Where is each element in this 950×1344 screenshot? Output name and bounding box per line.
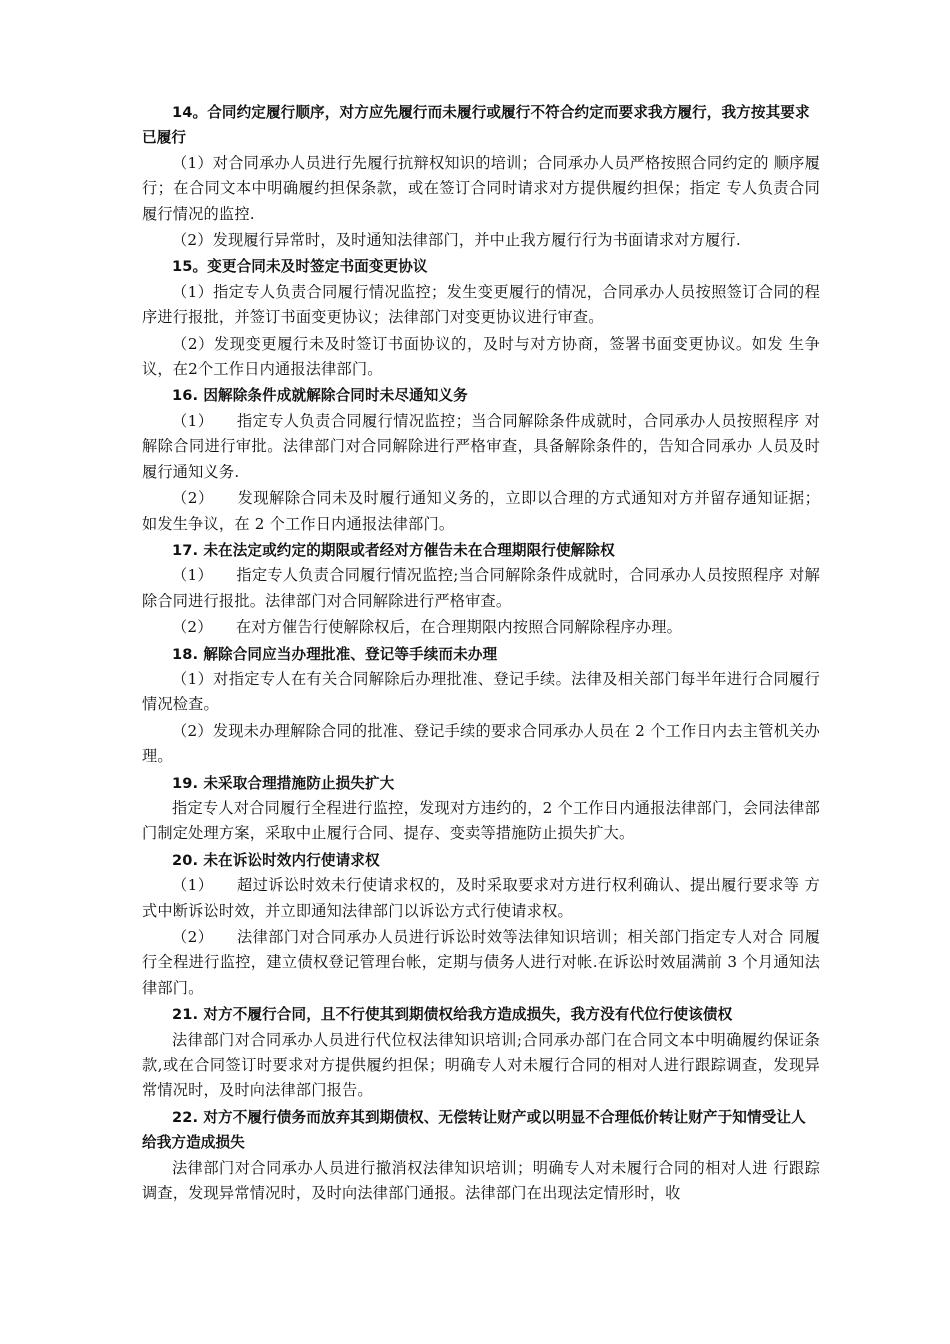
section-heading: 14。合同约定履行顺序，对方应先履行而未履行或履行不符合约定而要求我方履行，我方按其要求已履行 (142, 104, 810, 147)
section-paragraph: 法律部门对合同承办人员进行撤消权法律知识培训；明确专人对未履行合同的相对人进 行跟踪调查，发现异常情况时，及时向法律部门通报。法律部门在出现法定情形时，收 (142, 1158, 820, 1203)
section-heading: 20. 未在诉讼时效内行使请求权 (172, 851, 380, 869)
section-paragraph: （1） 指定专人负责合同履行情况监控;当合同解除条件成就时，合同承办人员按照程序 对解除合同进行报批。法律部门对合同解除进行严格审查。 (142, 566, 820, 610)
section-heading: 16. 因解除条件成就解除合同时未尽通知义务 (172, 387, 468, 405)
section-heading: 17. 未在法定或约定的期限或者经对方催告未在合理期限行使解除权 (172, 541, 615, 559)
section-paragraph: 法律部门对合同承办人员进行代位权法律知识培训;合同承办部门在合同文本中明确履约保证条款,或在合同签订时要求对方提供履约担保；明确专人对未履行合同的相对人进行跟踪调查，发现异常情况时，及时向法律部门报告。 (142, 1030, 820, 1100)
section-paragraph: （1）指定专人负责合同履行情况监控；发生变更履行的情况，合同承办人员按照签订合同的程序进行报批，并签订书面变更协议；法律部门对变更协议进行审查。 (142, 282, 820, 327)
section-paragraph: （1） 指定专人负责合同履行情况监控；当合同解除条件成就时，合同承办人员按照程序 对解除合同进行审批。法律部门对合同解除进行严格审查，具备解除条件的，告知合同承办 人员及时履行通知义务. (142, 411, 820, 481)
section-paragraph: （2） 发现解除合同未及时履行通知义务的，立即以合理的方式通知对方并留存通知证据； 如发生争议，在 2 个工作日内通报法律部门。 (142, 489, 820, 533)
section-16 (142, 383, 820, 536)
document-page (142, 100, 820, 1207)
section-paragraph: （2） 在对方催告行使解除权后，在合理期限内按照合同解除程序办理。 (172, 618, 683, 637)
section-19 (142, 771, 820, 847)
section-heading: 21. 对方不履行合同，且不行使其到期债权给我方造成损失，我方没有代位行使该债权 (172, 1006, 733, 1024)
section-paragraph: 指定专人对合同履行全程进行监控，发现对方违约的，2 个工作日内通报法律部门，会同法律部门制定处理方案，采取中止履行合同、提存、变卖等措施防止损失扩大。 (142, 798, 820, 843)
section-heading: 22. 对方不履行债务而放弃其到期债权、无偿转让财产或以明显不合理低价转让财产于知情受让人给我方造成损失 (142, 1108, 806, 1152)
section-heading: 19. 未采取合理措施防止损失扩大 (172, 774, 395, 792)
section-18 (142, 642, 820, 770)
section-15 (142, 254, 820, 382)
section-21 (142, 1002, 820, 1104)
section-paragraph: （2）发现变更履行未及时签订书面协议的，及时与对方协商，签署书面变更协议。如发 生争议，在2个工作日内通报法律部门。 (142, 334, 820, 379)
section-paragraph: （1） 超过诉讼时效未行使请求权的，及时采取要求对方进行权利确认、提出履行要求等 方式中断诉讼时效，并立即通知法律部门以诉讼方式行使请求权。 (142, 876, 820, 920)
section-paragraph: （2）发现未办理解除合同的批准、登记手续的要求合同承办人员在 2 个工作日内去主管机关办理。 (142, 721, 820, 766)
section-paragraph: （2）发现履行异常时，及时通知法律部门，并中止我方履行行为书面请求对方履行. (172, 231, 741, 250)
section-14 (142, 100, 820, 253)
section-heading: 15。变更合同未及时签定书面变更协议 (172, 258, 428, 276)
section-20 (142, 848, 820, 1001)
section-paragraph: （2） 法律部门对合同承办人员进行诉讼时效等法律知识培训；相关部门指定专人对合 同履行全程进行监控，建立债权登记管理台帐，定期与债务人进行对帐.在诉讼时效届满前 3 个月通知法律部门。 (142, 928, 820, 997)
section-heading: 18. 解除合同应当办理批准、登记等手续而未办理 (172, 645, 498, 663)
section-22 (142, 1105, 820, 1207)
section-paragraph: （1）对合同承办人员进行先履行抗辩权知识的培训；合同承办人员严格按照合同约定的 顺序履行；在合同文本中明确履约担保条款，或在签订合同时请求对方提供履约担保；指定 专人负责合同履行情况的监控. (142, 153, 820, 223)
section-17 (142, 538, 820, 641)
section-paragraph: （1）对指定专人在有关合同解除后办理批准、登记手续。法律及相关部门每半年进行合同履行情况检查。 (142, 669, 820, 714)
